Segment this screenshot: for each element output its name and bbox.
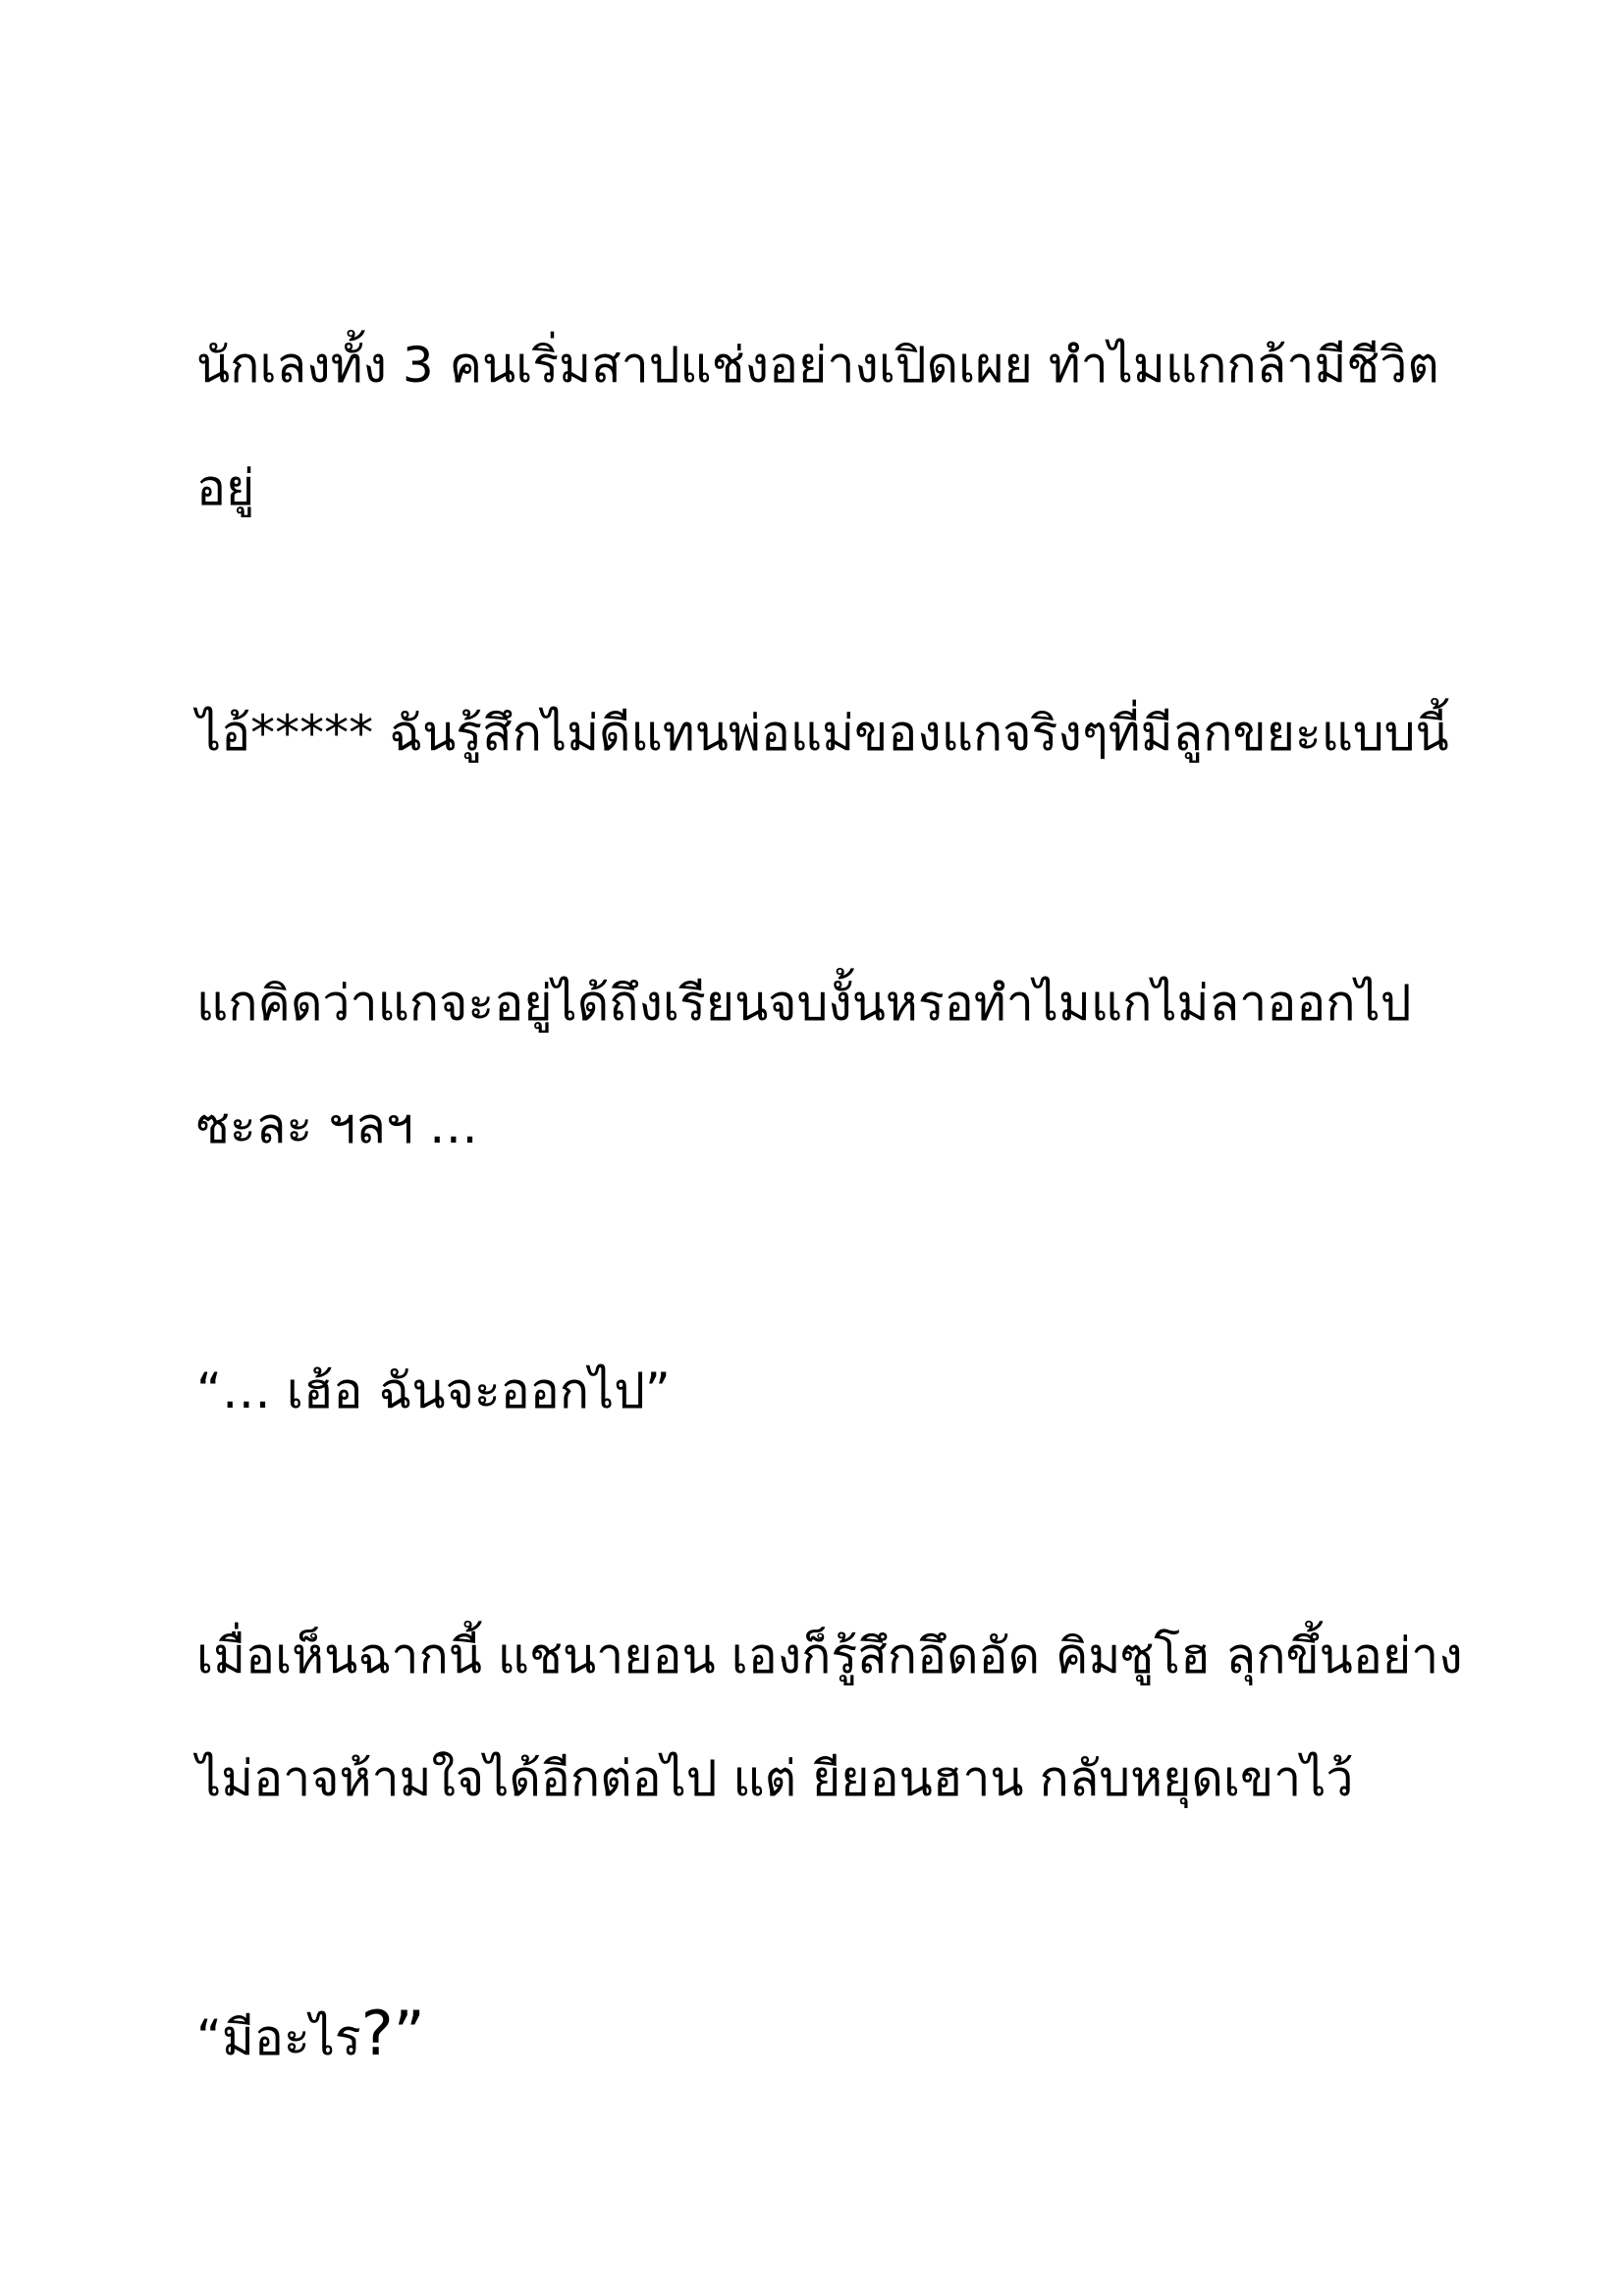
paragraph-2-line-1: ไอ้***** ฉันรู้สึกไม่ดีแทนพ่อแม่ของแกจริงๆที่มีลูกขยะแบบนี้: [196, 705, 1449, 762]
paragraph-6-line-1: [196, 1998, 425, 2069]
dialogue-text: “มีอะไร: [196, 2009, 361, 2066]
paragraph-5-line-2: ไม่อาจห้ามใจได้อีกต่อไป แต่ ยียอนฮาน กลับหยุดเขาไว้: [196, 1750, 1354, 1807]
paragraph-1-line-1: นักเลงทั้ง 3 คนเริ่มสาปแช่งอย่างเปิดเผย ทำไมแกกล้ามีชีวิต: [196, 337, 1439, 394]
paragraph-1-line-2: อยู่: [196, 459, 255, 516]
paragraph-4-line-1: “… เฮ้อ ฉันจะออกไป”: [196, 1362, 671, 1419]
paragraph-3-line-2: ซะละ ฯลฯ …: [196, 1097, 478, 1154]
paragraph-3-line-1: แกคิดว่าแกจะอยู่ได้ถึงเรียนจบงั้นหรอทำไมแกไม่ลาออกไป: [196, 975, 1412, 1032]
dialogue-question-mark: ?”: [360, 1998, 425, 2069]
paragraph-5-line-1: เมื่อเห็นฉากนี้ แชนายอน เองก็รู้สึกอึดอัด คิมซูโฮ ลุกขึ้นอย่าง: [196, 1628, 1463, 1684]
